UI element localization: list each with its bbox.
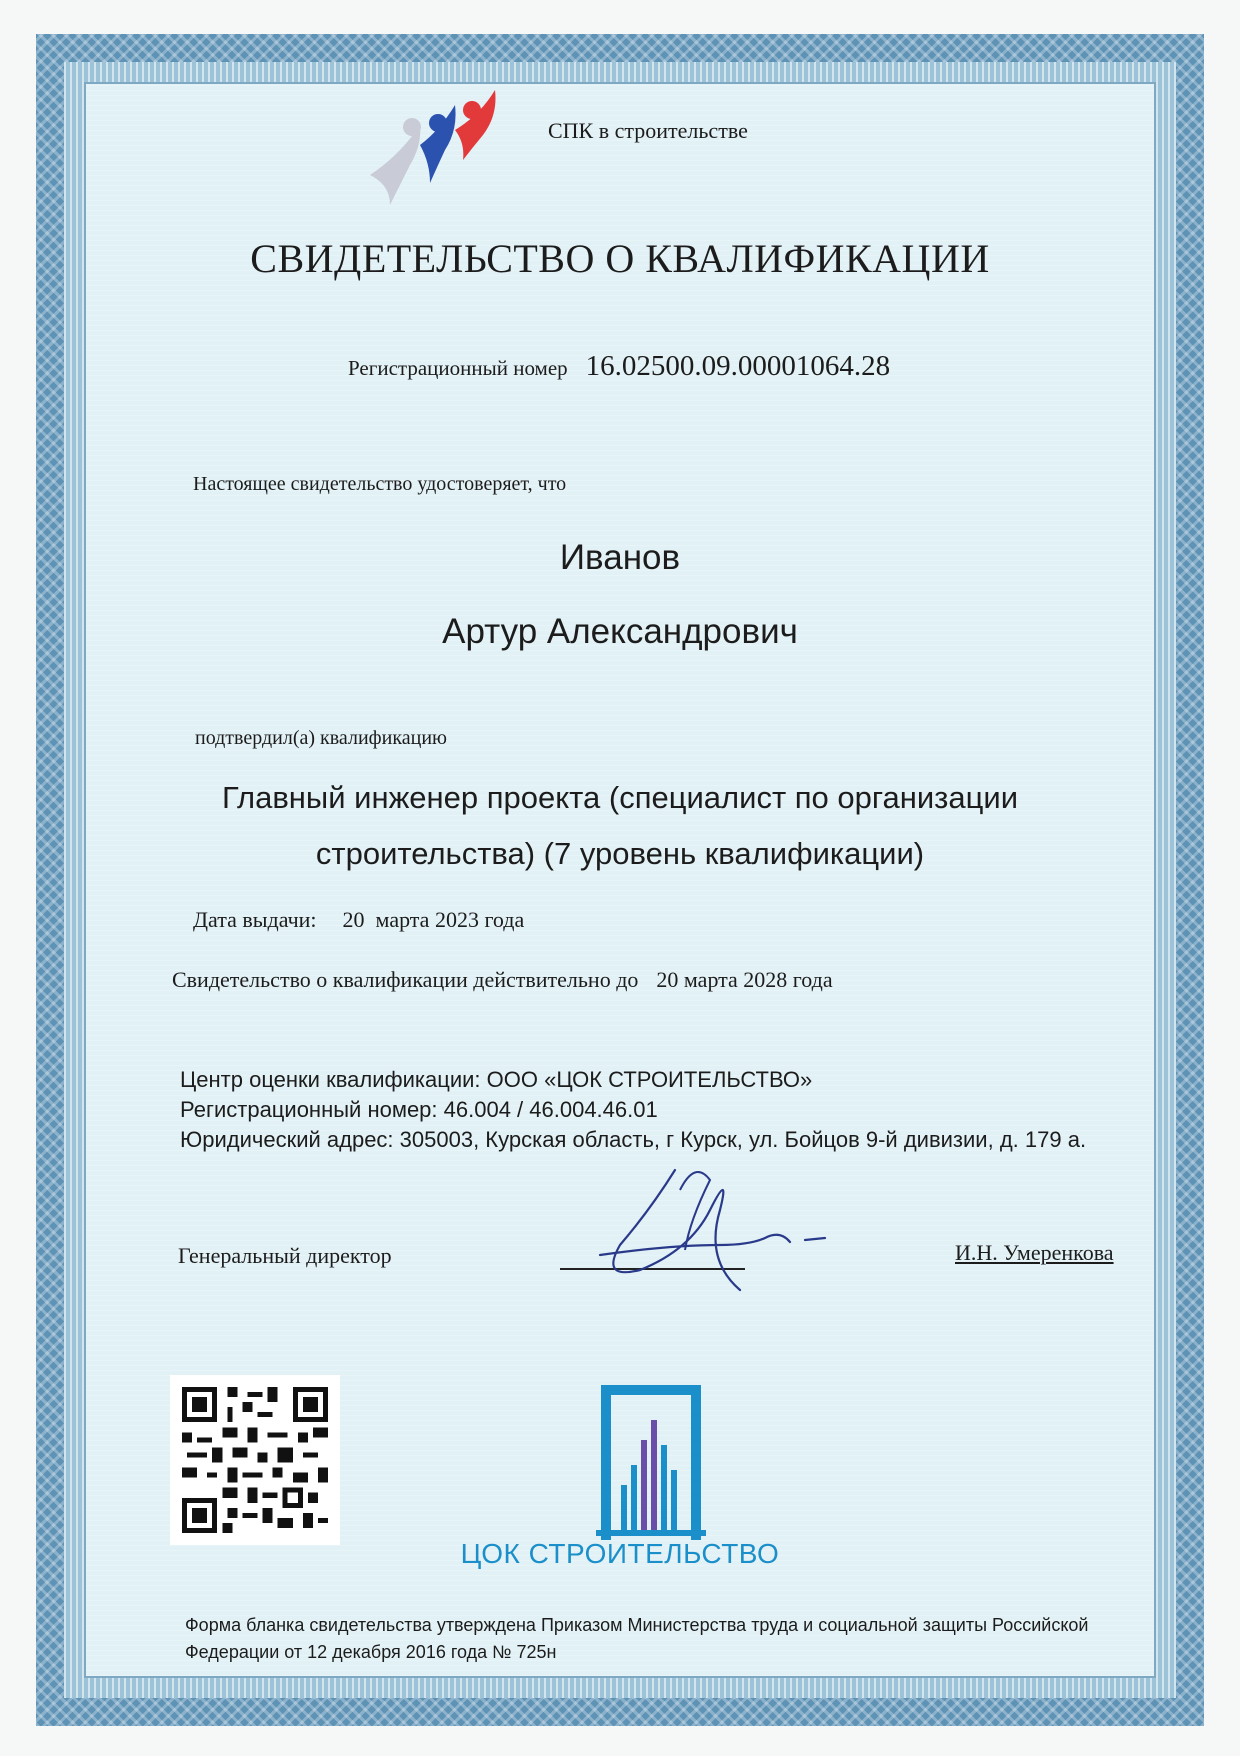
registration-line [348, 350, 890, 383]
tsok-building-logo [596, 1380, 706, 1540]
confirmed-text: подтвердил(а) квалификацию [195, 727, 447, 749]
form-approval-footer [185, 1612, 1145, 1666]
center-registration: Регистрационный номер: 46.004 / 46.004.46.01 [180, 1097, 658, 1122]
qualification-line-1: Главный инженер проекта (специалист по организации [221, 780, 1019, 815]
tsok-logo-caption: ЦОК СТРОИТЕЛЬСТВО [460, 1538, 780, 1569]
qr-code-icon [182, 1387, 328, 1533]
qualification-line-2: строительства) (7 уровень квалификации) [315, 836, 925, 871]
footer-line-1: Форма бланка свидетельства утверждена Приказом Министерства труда и социальной защиты Российской [185, 1615, 1089, 1635]
center-address: Юридический адрес: 305003, Курская область, г Курск, ул. Бойцов 9-й дивизии, д. 179 а. [180, 1127, 1087, 1152]
holder-surname: Иванов [559, 538, 681, 577]
issue-date: 20 марта 2023 года [342, 907, 525, 932]
center-name: Центр оценки квалификации: ООО «ЦОК СТРОИТЕЛЬСТВО» [180, 1067, 813, 1092]
registration-label: Регистрационный номер [348, 356, 568, 380]
footer-line-2: Федерации от 12 декабря 2016 года № 725н [185, 1642, 557, 1662]
issue-date-label: Дата выдачи: [193, 907, 317, 932]
handwritten-signature [580, 1150, 830, 1310]
holder-given-names: Артур Александрович [442, 612, 798, 651]
qr-code [170, 1375, 340, 1545]
signatory-name: И.Н. Умеренкова [955, 1240, 1114, 1265]
registration-number: 16.02500.09.00001064.28 [585, 350, 891, 382]
spk-people-logo [360, 85, 520, 210]
valid-until-date: 20 марта 2028 года [656, 967, 833, 992]
signatory-position: Генеральный директор [178, 1243, 392, 1268]
valid-until-label: Свидетельство о квалификации действительно до [172, 967, 639, 992]
certificate-title: СВИДЕТЕЛЬСТВО О КВАЛИФИКАЦИИ [250, 236, 990, 281]
issue-date-line [193, 907, 524, 933]
org-label: СПК в строительстве [548, 118, 748, 143]
assessment-center-info [180, 1065, 1086, 1155]
valid-until-line [172, 967, 833, 993]
intro-text: Настоящее свидетельство удостоверяет, что [193, 473, 567, 495]
